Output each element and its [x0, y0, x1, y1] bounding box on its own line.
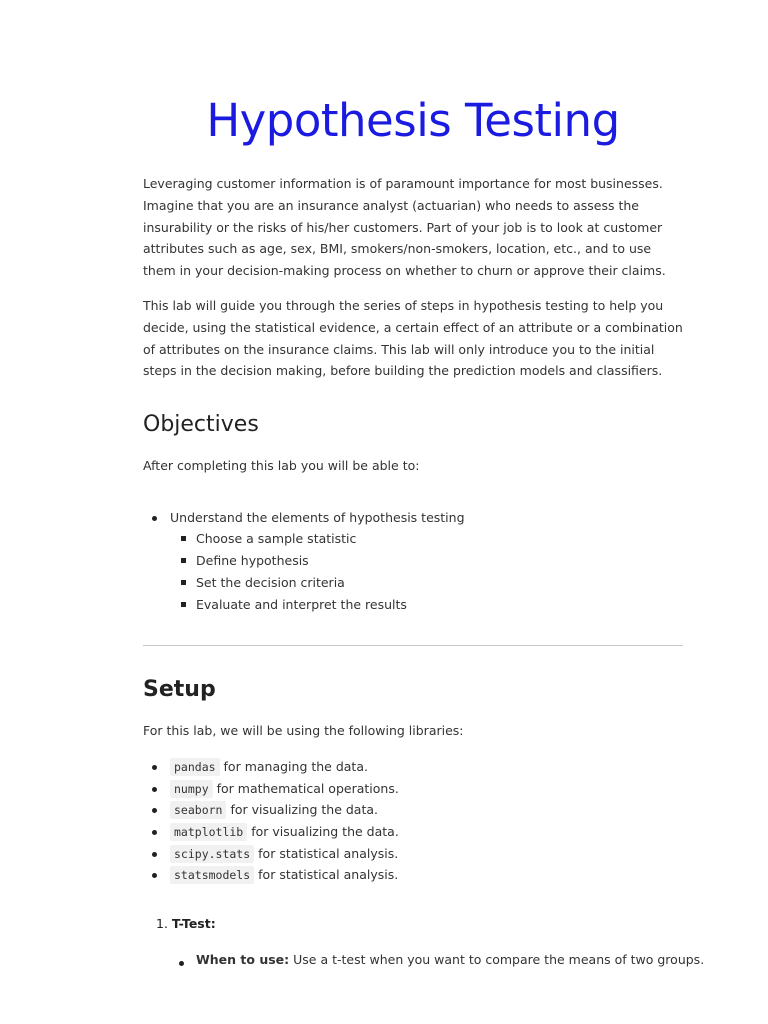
objective-sub-text: Choose a sample statistic	[196, 531, 357, 546]
square-bullet-icon	[181, 558, 186, 563]
list-item	[143, 864, 399, 886]
list-item	[143, 756, 399, 778]
page-title: Hypothesis Testing	[206, 94, 620, 147]
library-desc: for statistical analysis.	[258, 867, 399, 883]
t-test-when-item	[170, 952, 704, 967]
objective-main-text: Understand the elements of hypothesis testing	[170, 510, 465, 525]
library-desc: for visualizing the data.	[251, 824, 399, 840]
library-desc: for mathematical operations.	[216, 780, 399, 796]
bullet-icon	[152, 787, 157, 792]
library-code: numpy	[170, 780, 213, 798]
list-item	[143, 843, 399, 865]
intro-paragraph-1: Leveraging customer information is of paramount importance for most businesses. Imagine that you are an insurance analyst (actuarian) who needs to assess the insurability or the risks of his/her customers. Part of your job is to look at customer attributes such as age, sex, BMI, smokers/non-smokers, location, etc., and to use them in your decision-making process on whether to churn or approve their claims.	[143, 176, 666, 279]
list-item	[143, 799, 399, 821]
objectives-list	[143, 507, 465, 616]
list-item	[143, 550, 465, 572]
setup-lead: For this lab, we will be using the following libraries:	[143, 723, 464, 738]
item-number: 1.	[156, 916, 168, 931]
horizontal-divider	[143, 645, 683, 646]
library-code: matplotlib	[170, 823, 247, 841]
list-item	[143, 528, 465, 550]
libraries-list	[143, 756, 399, 886]
library-code: seaborn	[170, 801, 226, 819]
t-test-label: T-Test:	[171, 916, 216, 931]
objectives-heading: Objectives	[143, 412, 259, 437]
bullet-icon	[152, 808, 157, 813]
list-item	[143, 594, 465, 616]
objective-sub-text: Evaluate and interpret the results	[196, 597, 407, 612]
numbered-item-t-test	[156, 916, 216, 931]
bullet-icon	[179, 961, 184, 966]
objective-sub-text: Set the decision criteria	[196, 575, 345, 590]
list-item	[143, 821, 399, 843]
list-item	[143, 507, 465, 528]
intro-paragraph-2: This lab will guide you through the series of steps in hypothesis testing to help you decide, using the statistical evidence, a certain effect of an attribute or a combination of attributes on the insurance claims. This lab will only introduce you to the initial steps in the decision making, before building the prediction models and classifiers.	[143, 298, 683, 379]
library-desc: for visualizing the data.	[230, 802, 379, 818]
list-item	[143, 572, 465, 594]
objectives-lead: After completing this lab you will be able to:	[143, 458, 420, 473]
library-code: scipy.stats	[170, 845, 254, 863]
list-item	[143, 778, 399, 800]
square-bullet-icon	[181, 536, 186, 541]
library-desc: for managing the data.	[223, 759, 368, 774]
when-label: When to use:	[196, 952, 290, 967]
objective-sub-text: Define hypothesis	[196, 553, 309, 568]
library-code: pandas	[170, 758, 220, 776]
square-bullet-icon	[181, 602, 186, 607]
bullet-icon	[152, 852, 157, 857]
bullet-icon	[152, 516, 157, 521]
library-desc: for statistical analysis.	[258, 845, 399, 861]
bullet-icon	[152, 873, 157, 878]
bullet-icon	[152, 830, 157, 835]
square-bullet-icon	[181, 580, 186, 585]
when-text: Use a t-test when you want to compare the means of two groups.	[293, 952, 705, 967]
library-code: statsmodels	[170, 866, 254, 884]
setup-heading: Setup	[143, 677, 216, 702]
bullet-icon	[152, 765, 157, 770]
